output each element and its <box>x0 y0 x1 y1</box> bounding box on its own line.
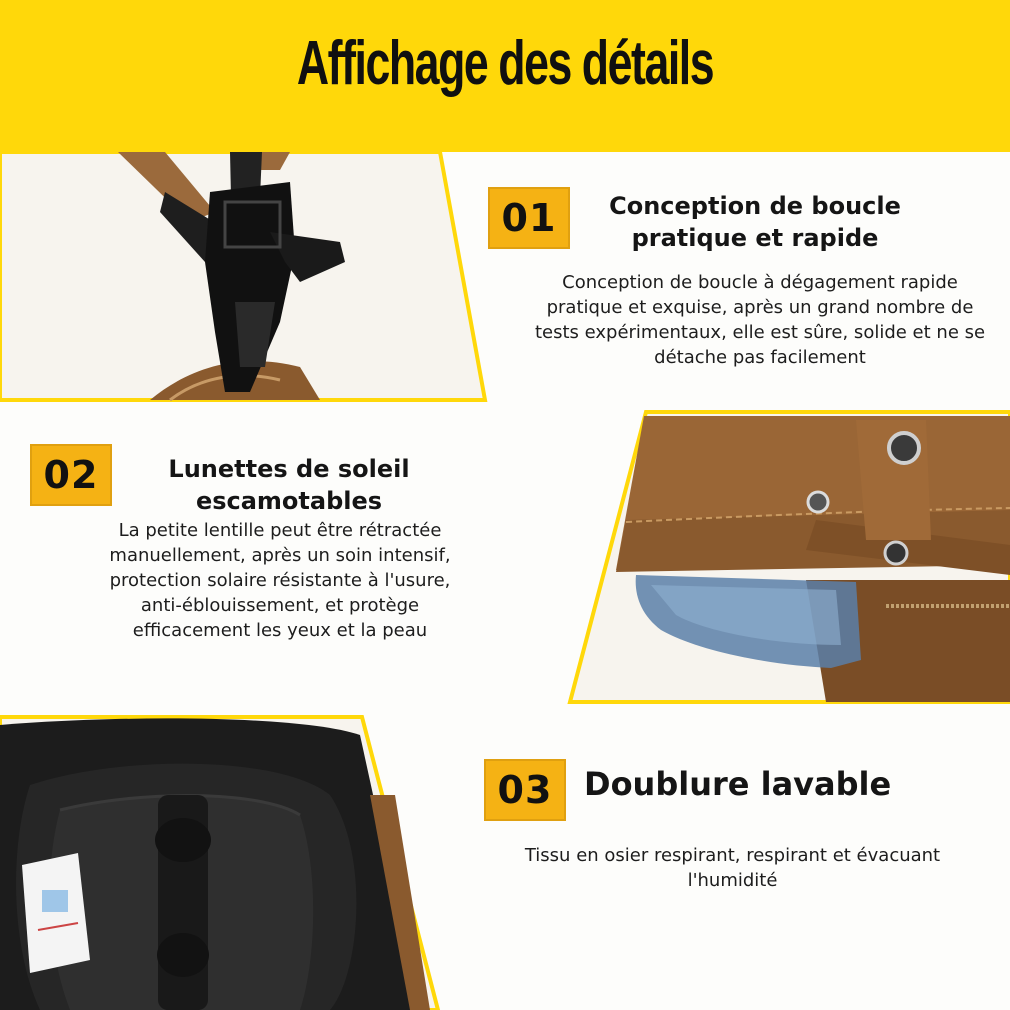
feature-title-line: pratique et rapide <box>631 224 879 252</box>
visor-photo <box>566 410 1010 705</box>
feature-description <box>510 270 1010 370</box>
desc-line: La petite lentille peut être rétractée <box>118 520 442 541</box>
desc-line: l'humidité <box>687 870 778 891</box>
feature-title-line: Lunettes de soleil <box>168 455 410 483</box>
feature-title: Doublure lavable <box>584 765 892 803</box>
feature-title-line: escamotables <box>195 487 383 515</box>
header-banner <box>0 0 1010 152</box>
desc-line: protection solaire résistante à l'usure, <box>109 570 451 591</box>
feature-number-badge: 03 <box>484 759 566 821</box>
liner-photo <box>0 715 440 1010</box>
buckle-photo <box>0 152 490 402</box>
desc-line: pratique et exquise, après un grand nombre de <box>546 297 974 318</box>
feature-number-badge: 02 <box>30 444 112 506</box>
desc-line: Tissu en osier respirant, respirant et évacuant <box>524 845 941 866</box>
desc-line: anti-éblouissement, et protège <box>140 595 420 616</box>
feature-description <box>60 518 500 643</box>
feature-title-line: Conception de boucle <box>609 192 901 220</box>
desc-line: efficacement les yeux et la peau <box>132 620 428 641</box>
desc-line: manuellement, après un soin intensif, <box>109 545 451 566</box>
feature-title <box>590 190 920 254</box>
desc-line: détache pas facilement <box>654 347 866 368</box>
feature-title <box>130 453 448 517</box>
feature-number-badge: 01 <box>488 187 570 249</box>
feature-description <box>480 843 985 893</box>
desc-line: tests expérimentaux, elle est sûre, solide et ne se <box>534 322 986 343</box>
page-title: Affichage des détails <box>296 29 714 98</box>
desc-line: Conception de boucle à dégagement rapide <box>562 272 958 293</box>
